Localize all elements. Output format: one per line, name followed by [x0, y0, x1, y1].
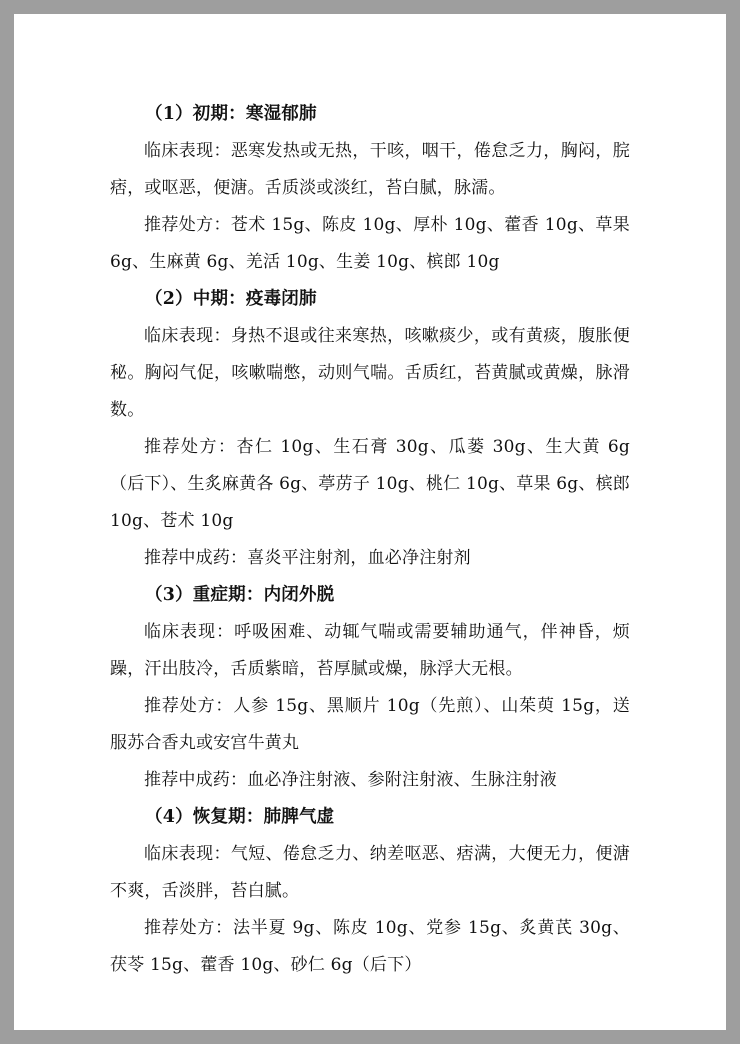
- paragraph: 推荐中成药：血必净注射液、参附注射液、生脉注射液: [144, 770, 557, 790]
- paragraph: 推荐中成药：喜炎平注射剂，血必净注射剂: [144, 548, 471, 568]
- paragraph: 临床表现：身热不退或往来寒热，咳嗽痰少，或有黄痰，腹胀便秘。胸闷气促，咳嗽喘憋，动则气喘。舌质红，苔黄腻或黄燥，脉滑数。: [110, 326, 630, 420]
- paragraph: 推荐处方：杏仁 10g、生石膏 30g、瓜蒌 30g、生大黄 6g（后下）、生炙麻黄各 6g、葶苈子 10g、桃仁 10g、草果 6g、槟郎 10g、苍术 10g: [110, 437, 630, 531]
- section-heading: （1）初期：寒湿郁肺: [145, 104, 317, 124]
- paragraph: 推荐处方：苍术 15g、陈皮 10g、厚朴 10g、藿香 10g、草果 6g、生麻黄 6g、羌活 10g、生姜 10g、槟郎 10g: [110, 215, 630, 272]
- paragraph: 临床表现：恶寒发热或无热，干咳，咽干，倦怠乏力，胸闷，脘痞，或呕恶，便溏。舌质淡或淡红，苔白腻，脉濡。: [110, 141, 630, 198]
- paragraph: 推荐处方：人参 15g、黑顺片 10g（先煎）、山茱萸 15g，送服苏合香丸或安宫牛黄丸: [110, 696, 630, 753]
- paragraph: 临床表现：呼吸困难、动辄气喘或需要辅助通气，伴神昏，烦躁，汗出肢冷，舌质紫暗，苔厚腻或燥，脉浮大无根。: [110, 622, 630, 679]
- section-heading: （4）恢复期：肺脾气虚: [145, 807, 335, 827]
- document-body: [110, 96, 630, 984]
- document-page: [14, 14, 726, 1030]
- section-heading: （2）中期：疫毒闭肺: [145, 289, 317, 309]
- section-heading: （3）重症期：内闭外脱: [145, 585, 335, 605]
- paragraph: 临床表现：气短、倦怠乏力、纳差呕恶、痞满，大便无力，便溏不爽，舌淡胖，苔白腻。: [110, 844, 630, 901]
- paragraph: 推荐处方：法半夏 9g、陈皮 10g、党参 15g、炙黄芪 30g、茯苓 15g、藿香 10g、砂仁 6g（后下）: [110, 918, 630, 975]
